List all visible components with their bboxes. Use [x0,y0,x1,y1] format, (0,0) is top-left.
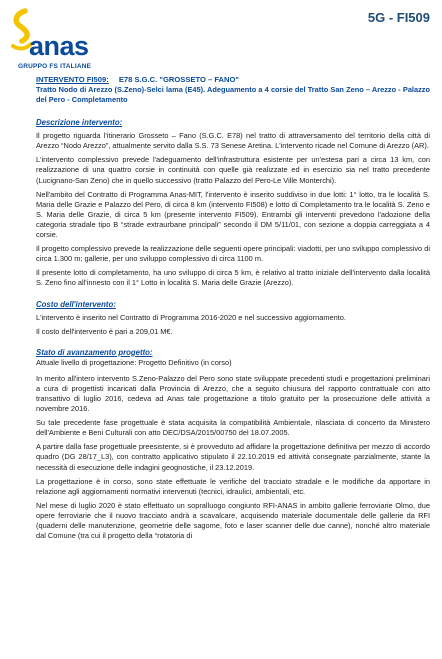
descrizione-paragraph: Il progetto complessivo prevede la realizzazione delle seguenti opere principali: viadotti, per uno sviluppo complessivo di circa 1.300 m; gallerie, per uno sviluppo complessivo di circa 1100 m. [36,244,430,264]
intervento-subtitle: Tratto Nodo di Arezzo (S.Zeno)-Selci lama (E45). Adeguamento a 4 corsie del Tratto San Zeno – Arezzo - Palazzo del Pero - Completamento [36,85,430,105]
descrizione-paragraph: L'intervento complessivo prevede l'adeguamento dell'infrastruttura esistente per un'estesa pari a circa 13 km, con realizzazione di una quattro corsie in continuità con quelle già realizzate ed in esercizio sia nel tratto precedente (Lucignano-San Zeno) che in quello successivo (tratto Palazzo del Pero-Le Ville Monterchi). [36,155,430,185]
intervento-label: INTERVENTO FI509: [36,75,109,84]
document-body [36,74,430,541]
descrizione-paragraph: Nell'ambito del Contratto di Programma Anas-MIT, l'intervento è inserito suddiviso in due lotti: 1° lotto, tra le località S. Maria delle Grazie e Palazzo del Pero, di circa 8 km (intervento FI508) e lotto di Completamento tra le località S. Zeno e S. Maria delle Grazie, di circa 5 km (presente intervento FI509). Entrambi gli interventi prevedono l'adozione della categoria stradale tipo B “strade extraurbane principali” secondo il DM 5/11/01, con sezione a doppia carreggiata a 4 corsie. [36,189,430,240]
section-title-costo: Costo dell'intervento: [36,299,116,309]
anas-logo [10,8,96,70]
logo-group-caption: GRUPPO FS ITALIANE [18,63,92,70]
descrizione-paragraph: Il presente lotto di completamento, ha uno sviluppo di circa 5 km, è relativo al tratto iniziale dell'intervento dalla località S. Zeno fino all'innesto con il 1° Lotto in località S. Maria delle Grazie (Arezzo). [36,268,430,288]
stato-paragraph: La progettazione è in corso, sono state effettuate le verifiche del tracciato stradale e le modifiche da apportare in relazione agli aggiornamenti normativi intervenuti (tecnici, idraulici, ambientali, etc. [36,476,430,496]
stato-paragraph: A partire dalla fase progettuale preesistente, si è provveduto ad affidare la progettazione definitiva per mezzo di accordo quadro (DG 28/17_L3), con contratto applicativo stipulato il 22.10.2019 ed attività consegnate parzialmente, stante la necessità di esecuzione delle indagini geognostiche, il 23.12.2019. [36,442,430,472]
section-title-descrizione: Descrizione intervento: [36,118,123,128]
section-title-stato: Stato di avanzamento progetto: [36,347,153,357]
stato-paragraph: In merito all'intero intervento S.Zeno-Palazzo del Pero sono state sviluppate precedenti studi e progettazioni preliminari a cura di progettisti incaricati dalla Provincia di Arezzo, che a seguito chiusura del rapporto contrattuale con atto transattivo di luglio 2016, cedeva ad Anas tale progettazione a titolo gratuito per la prosecuzione delle attività a novembre 2016. [36,373,430,414]
costo-paragraph: L'intervento è inserito nel Contratto di Programma 2016-2020 e nel successivo aggiornamento. [36,312,346,322]
logo-wordmark: anas [29,31,89,61]
stato-paragraph: Su tale precedente fase progettuale è stata acquisita la compatibilità Ambientale, rilasciata di concerto da Ministero dell'Ambiente e Beni Culturali con atto DEC/DSA/2015/00750 del 18.07.2005. [36,418,430,438]
intervento-road: E78 S.G.C. "GROSSETO – FANO" [118,75,240,84]
stato-paragraph: Attuale livello di progettazione: Progetto Definitivo (in corso) [36,357,232,367]
stato-paragraph: Nel mese di luglio 2020 è stato effettuato un sopralluogo congiunto RFI-ANAS in ambito gallerie ferroviarie Olmo, due opere ferroviarie che il nuovo tracciato andrà a scavalcare, acquisendo materiale documentale delle gallerie da RFI (quaderni delle manutenzione, geometrie delle sagome, foto e laser scanner delle due canne), nonché altro materiale dal Comune (tra cui il progetto della “rotatoria di [36,500,430,541]
descrizione-paragraph: Il progetto riguarda l'itinerario Grosseto – Fano (S.G.C. E78) nel tratto di attraversamento del territorio della città di Arezzo “Nodo Arezzo”, attualmente servito dalla S.S. 73 Senese Aretina. L'intervento ricade nel Comune di Arezzo (AR). [36,131,430,151]
document-code: 5G - FI509 [367,10,430,25]
intervento-heading [36,74,430,85]
costo-paragraph: Il costo dell'intervento è pari a 209,01 M€. [36,326,173,336]
